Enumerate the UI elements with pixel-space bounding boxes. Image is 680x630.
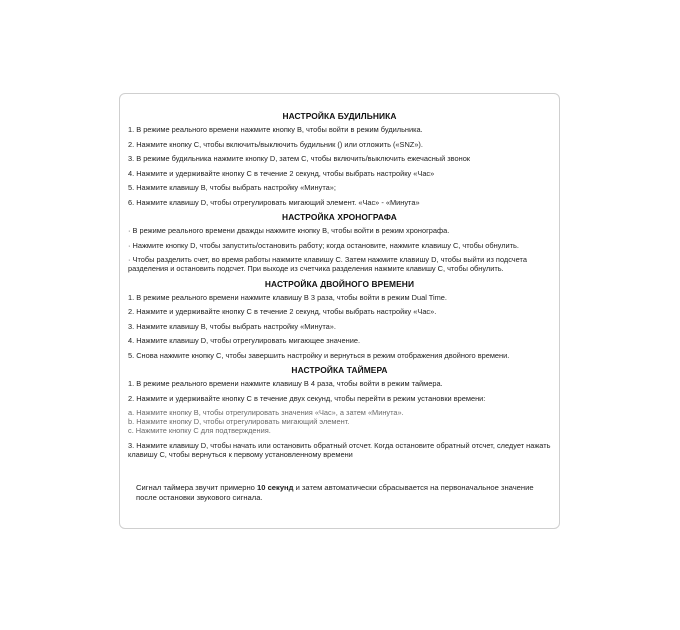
section-dual-time (128, 279, 551, 360)
note-text-before: Сигнал таймера звучит примерно (136, 482, 258, 492)
instruction-line: 2. Нажмите и удерживайте кнопку C в течение 2 секунд, чтобы выбрать настройку «Час». (128, 307, 437, 316)
note-text-after: и затем автоматически сбрасывается на первоначальное значение после остановки звукового сигнала. (136, 482, 534, 502)
instruction-line: 4. Нажмите клавишу D, чтобы отрегулировать мигающее значение. (128, 336, 361, 345)
instruction-line: 6. Нажмите клавишу D, чтобы отрегулировать мигающий элемент. «Час» - «Минута» (128, 197, 420, 207)
instruction-line: · Нажмите кнопку D, чтобы запустить/остановить работу; когда остановите, нажмите клавишу C, чтобы обнулить. (128, 240, 519, 250)
section-title: НАСТРОЙКА ДВОЙНОГО ВРЕМЕНИ (264, 278, 415, 289)
instruction-line: 3. В режиме будильника нажмите кнопку D, затем C, чтобы включить/выключить ежечасный звонок (128, 154, 471, 163)
instruction-line: 2. Нажмите и удерживайте кнопку C в течение двух секунд, чтобы перейти в режим установки времени: (128, 393, 486, 403)
section-alarm (128, 111, 551, 207)
section-title: НАСТРОЙКА ХРОНОГРАФА (282, 212, 397, 222)
note-bold-duration: 10 секунд (257, 482, 294, 492)
instruction-line: 1. В режиме реального времени нажмите клавишу B 4 раза, чтобы войти в режим таймера. (128, 379, 443, 388)
timer-signal-note (136, 483, 551, 503)
section-title: НАСТРОЙКА ТАЙМЕРА (291, 365, 388, 375)
section-title: НАСТРОЙКА БУДИЛЬНИКА (282, 111, 397, 121)
section-timer (128, 365, 551, 459)
instruction-subline: b. Нажмите кнопку D, чтобы отрегулировать мигающий элемент. (128, 417, 350, 426)
instruction-line: · Чтобы разделить счет, во время работы нажмите клавишу C. Затем нажмите клавишу D, чтобы выйти из подсчета разделения и остановить подсчет. При выходе из счетчика разделения нажмите клавишу C, чтобы обнулить. (128, 255, 527, 273)
instruction-line: 5. Снова нажмите кнопку C, чтобы завершить настройку и вернуться в режим отображения двойного времени. (128, 350, 510, 360)
instruction-line: 3. Нажмите клавишу B, чтобы выбрать настройку «Минута». (128, 321, 336, 331)
instruction-line: · В режиме реального времени дважды нажмите кнопку B, чтобы войти в режим хронографа. (128, 226, 450, 235)
instruction-line: 1. В режиме реального времени нажмите клавишу B 3 раза, чтобы войти в режим Dual Time. (128, 292, 447, 302)
instruction-line: 3. Нажмите клавишу D, чтобы начать или остановить обратный отсчет. Когда остановите обратный отсчет, следует нажать клавишу C, чтобы вернуться к первому установленному времени (128, 440, 551, 459)
section-chronograph (128, 212, 551, 273)
instructions-card (119, 93, 560, 529)
instruction-subline: c. Нажмите кнопку C для подтверждения. (128, 426, 271, 435)
instruction-line: 4. Нажмите и удерживайте кнопку C в течение 2 секунд, чтобы выбрать настройку «Час» (128, 168, 435, 178)
instruction-line: 2. Нажмите кнопку C, чтобы включить/выключить будильник () или отложить («SNZ»). (128, 139, 423, 149)
instruction-line: 1. В режиме реального времени нажмите кнопку B, чтобы войти в режим будильника. (128, 125, 423, 134)
instruction-subline: a. Нажмите кнопку B, чтобы отрегулировать значения «Час», а затем «Минута». (128, 408, 404, 417)
instruction-line: 5. Нажмите клавишу B, чтобы выбрать настройку «Минута»; (128, 183, 336, 192)
